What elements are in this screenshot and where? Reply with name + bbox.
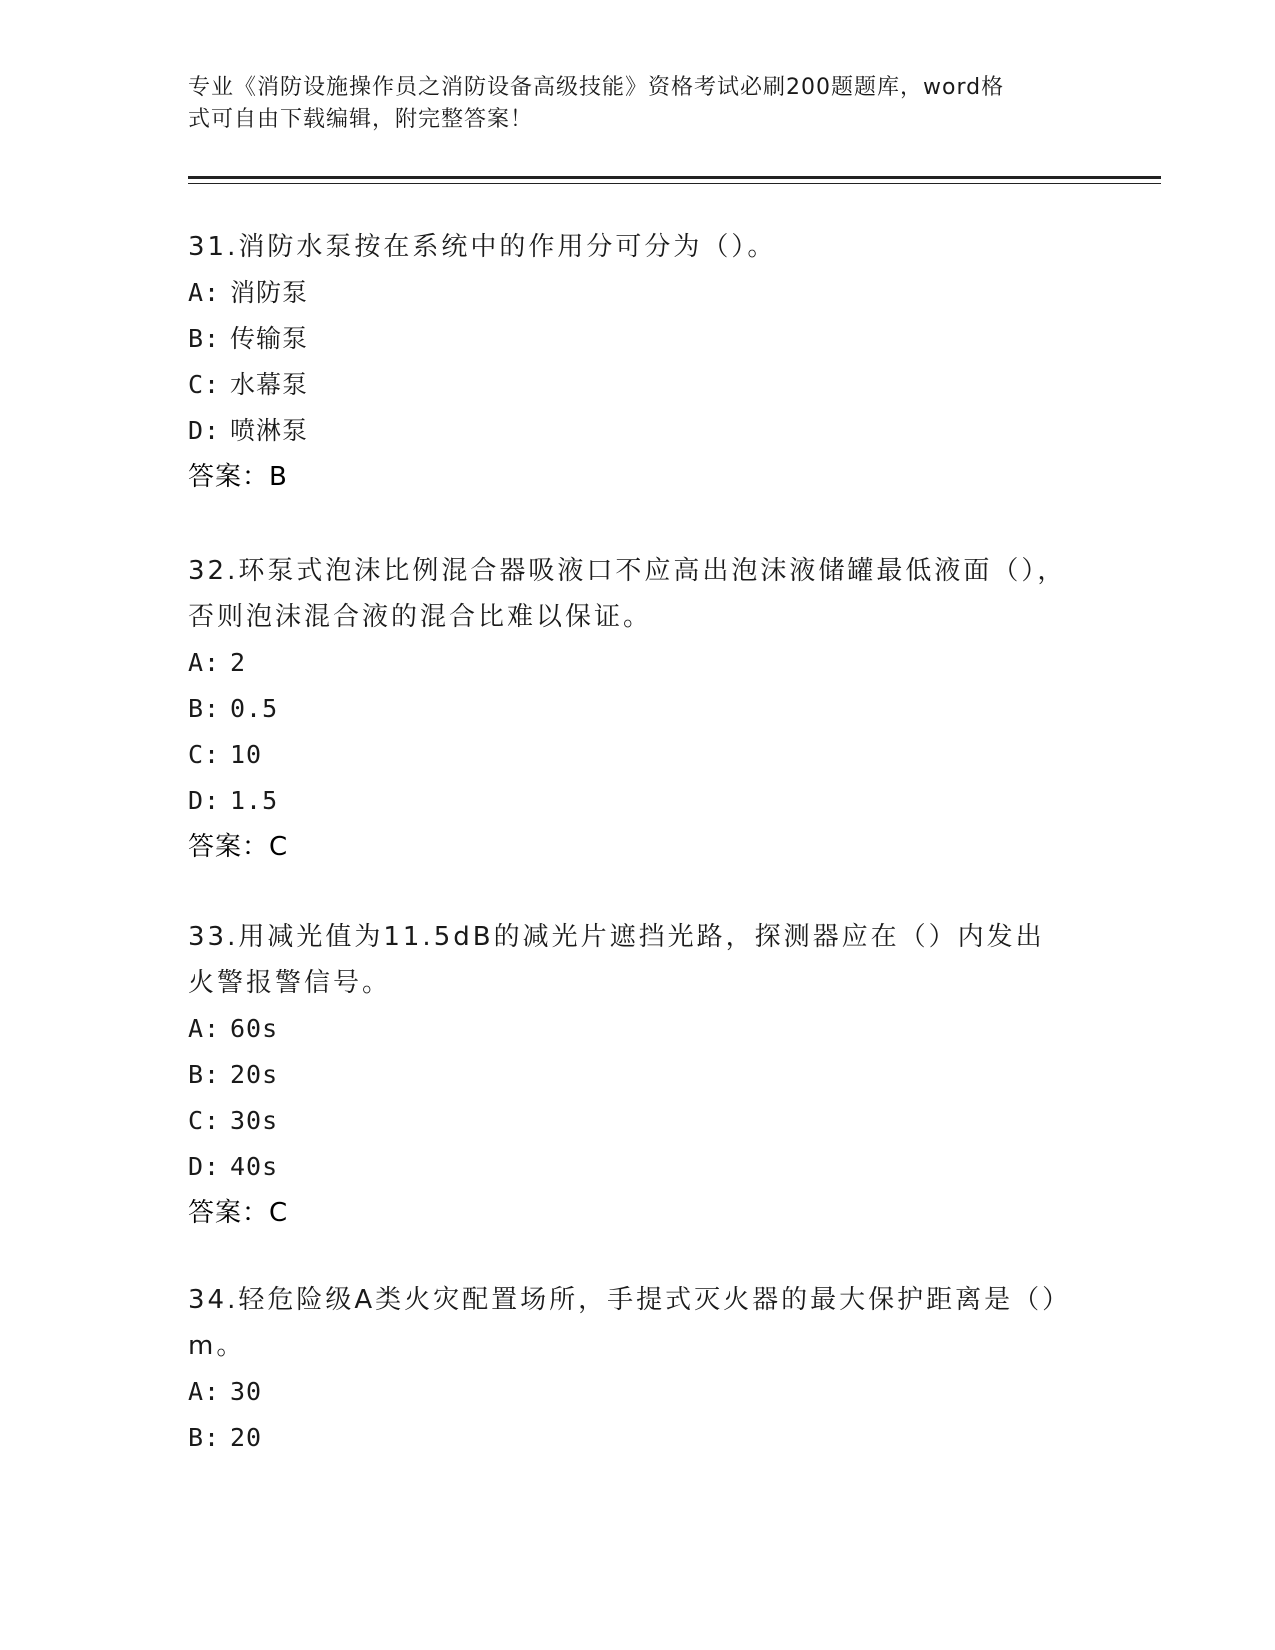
question-32 xyxy=(188,548,1068,870)
option-text: 30s xyxy=(230,1106,279,1135)
option-key: C: xyxy=(188,1106,221,1135)
question-33 xyxy=(188,914,1068,1236)
option-text: 10 xyxy=(230,740,263,769)
header-line-2: 式可自由下载编辑，附完整答案！ xyxy=(188,107,534,132)
option-a xyxy=(188,1006,1068,1052)
option-key: D: xyxy=(188,786,221,815)
question-stem: 32.环泵式泡沫比例混合器吸液口不应高出泡沫液储罐最低液面（），否则泡沫混合液的混合比难以保证。 xyxy=(188,556,1067,632)
header-divider-thin xyxy=(188,183,1161,184)
option-key: A: xyxy=(188,648,221,677)
option-text: 1.5 xyxy=(230,786,279,815)
option-key: D: xyxy=(188,416,221,445)
option-a xyxy=(188,270,1068,316)
option-text: 0.5 xyxy=(230,694,279,723)
option-text: 40s xyxy=(230,1152,279,1181)
option-key: A: xyxy=(188,1377,221,1406)
option-key: A: xyxy=(188,1014,221,1043)
option-d xyxy=(188,408,1068,454)
header-line-1: 专业《消防设施操作员之消防设备高级技能》资格考试必刷200题题库，word格 xyxy=(188,75,1005,100)
answer-line: 答案：C xyxy=(188,1198,289,1228)
option-key: B: xyxy=(188,694,221,723)
question-stem: 33.用减光值为11.5dB的减光片遮挡光路，探测器应在（）内发出火警报警信号。 xyxy=(188,922,1045,998)
option-key: C: xyxy=(188,740,221,769)
option-a xyxy=(188,1369,1068,1415)
option-key: B: xyxy=(188,324,221,353)
question-34 xyxy=(188,1277,1068,1461)
option-a xyxy=(188,640,1068,686)
question-stem: 31.消防水泵按在系统中的作用分可分为（）。 xyxy=(188,232,777,262)
option-text: 消防泵 xyxy=(230,278,309,307)
option-b xyxy=(188,1052,1068,1098)
option-c xyxy=(188,1098,1068,1144)
option-b xyxy=(188,1415,1068,1461)
option-c xyxy=(188,362,1068,408)
header-divider-thick xyxy=(188,176,1161,179)
question-31 xyxy=(188,224,1068,500)
question-stem: 34.轻危险级A类火灾配置场所，手提式灭火器的最大保护距离是（）m。 xyxy=(188,1285,1059,1361)
option-text: 水幕泵 xyxy=(230,370,309,399)
option-text: 2 xyxy=(230,648,247,677)
option-key: B: xyxy=(188,1423,221,1452)
option-c xyxy=(188,732,1068,778)
option-key: C: xyxy=(188,370,221,399)
option-b xyxy=(188,316,1068,362)
answer-line: 答案：B xyxy=(188,462,288,492)
option-text: 喷淋泵 xyxy=(230,416,309,445)
option-text: 30 xyxy=(230,1377,263,1406)
option-text: 20s xyxy=(230,1060,279,1089)
option-key: A: xyxy=(188,278,221,307)
option-d xyxy=(188,778,1068,824)
document-header xyxy=(188,72,1068,136)
option-text: 传输泵 xyxy=(230,324,309,353)
option-key: B: xyxy=(188,1060,221,1089)
option-d xyxy=(188,1144,1068,1190)
answer-line: 答案：C xyxy=(188,832,289,862)
option-key: D: xyxy=(188,1152,221,1181)
option-text: 20 xyxy=(230,1423,263,1452)
option-text: 60s xyxy=(230,1014,279,1043)
option-b xyxy=(188,686,1068,732)
